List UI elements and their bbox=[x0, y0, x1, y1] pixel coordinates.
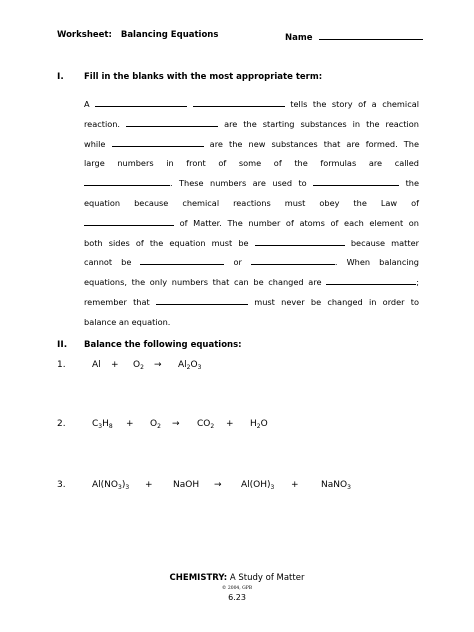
equation-1-term: $O_2$ bbox=[133, 360, 144, 371]
equation-2-number: 2. bbox=[57, 419, 66, 429]
name-label: Name bbox=[285, 33, 313, 43]
blank[interactable] bbox=[140, 255, 224, 265]
equation-3-term: $Al(OH)_3$ bbox=[241, 480, 275, 491]
equation-3-arrow: → bbox=[214, 480, 222, 490]
blank[interactable] bbox=[193, 97, 285, 107]
equation-3-term: NaNO$_3$ bbox=[321, 480, 351, 491]
paragraph-line: remember that must never be changed in order to bbox=[84, 296, 419, 307]
footer-subtitle: A Study of Matter bbox=[229, 573, 305, 583]
equation-2-term: $CO_2$ bbox=[197, 419, 215, 430]
blank[interactable] bbox=[95, 97, 187, 107]
blank[interactable] bbox=[112, 137, 204, 147]
blank[interactable] bbox=[156, 295, 248, 305]
blank[interactable] bbox=[126, 117, 218, 127]
paragraph-line: . These numbers are used to the bbox=[84, 174, 419, 194]
blank[interactable] bbox=[313, 176, 399, 186]
paragraph-line: cannot be or . When balancing bbox=[84, 257, 419, 268]
equation-2-plus: + bbox=[126, 419, 134, 429]
footer-copyright: © 2004, GPB bbox=[221, 586, 253, 591]
paragraph-line: equation because chemical reactions must obey the Law of bbox=[84, 197, 419, 208]
equation-2-term: $H_2O$ bbox=[250, 419, 268, 430]
worksheet-header bbox=[57, 30, 218, 40]
section-2-number: II. bbox=[57, 340, 68, 350]
equation-3-plus: + bbox=[291, 480, 299, 490]
footer-brand: CHEMISTRY: bbox=[169, 573, 228, 583]
page-number: 6.23 bbox=[228, 593, 246, 602]
worksheet-label: Worksheet: bbox=[57, 30, 112, 40]
paragraph-line: A tells the story of a chemical bbox=[84, 99, 419, 109]
equation-2-term: $O_2$ bbox=[150, 419, 161, 430]
fill-in-paragraph bbox=[84, 95, 419, 333]
name-field bbox=[285, 30, 423, 43]
paragraph-line: both sides of the equation must be because matter bbox=[84, 237, 419, 248]
equation-2-plus: + bbox=[226, 419, 234, 429]
worksheet-title: Balancing Equations bbox=[120, 30, 219, 40]
equation-1-term: $Al_2O_3$ bbox=[178, 360, 202, 371]
blank[interactable] bbox=[255, 236, 345, 246]
blank[interactable] bbox=[251, 255, 335, 265]
equation-3-plus: + bbox=[145, 480, 153, 490]
section-1-number: I. bbox=[57, 72, 64, 82]
section-1-heading: Fill in the blanks with the most appropriate term: bbox=[84, 72, 323, 82]
paragraph-line: of Matter. The number of atoms of each element on bbox=[84, 214, 419, 234]
equation-1-number: 1. bbox=[57, 360, 66, 370]
section-2-heading: Balance the following equations: bbox=[84, 340, 242, 350]
footer-title bbox=[0, 573, 474, 583]
equation-1-term: Al bbox=[92, 360, 101, 370]
paragraph-line: equations, the only numbers that can be changed are ; bbox=[84, 277, 419, 288]
paragraph-line: reaction. are the starting substances in the reaction bbox=[84, 118, 419, 129]
paragraph-line: large numbers in front of some of the formulas are called bbox=[84, 158, 419, 169]
paragraph-line: balance an equation. bbox=[84, 316, 171, 327]
paragraph-line: while are the new substances that are formed. The bbox=[84, 138, 420, 149]
name-blank[interactable] bbox=[319, 30, 423, 40]
equation-2-term: $C_3H_8$ bbox=[92, 419, 113, 430]
equation-3-term: $Al(NO_3)_3$ bbox=[92, 480, 130, 491]
blank[interactable] bbox=[326, 275, 416, 285]
blank[interactable] bbox=[84, 176, 170, 186]
equation-2-arrow: → bbox=[172, 419, 180, 429]
equation-3-number: 3. bbox=[57, 480, 66, 490]
equation-3-term: NaOH bbox=[173, 480, 200, 490]
equation-1-plus: + bbox=[111, 360, 119, 370]
blank[interactable] bbox=[84, 216, 174, 226]
equation-1-arrow: → bbox=[154, 360, 162, 370]
